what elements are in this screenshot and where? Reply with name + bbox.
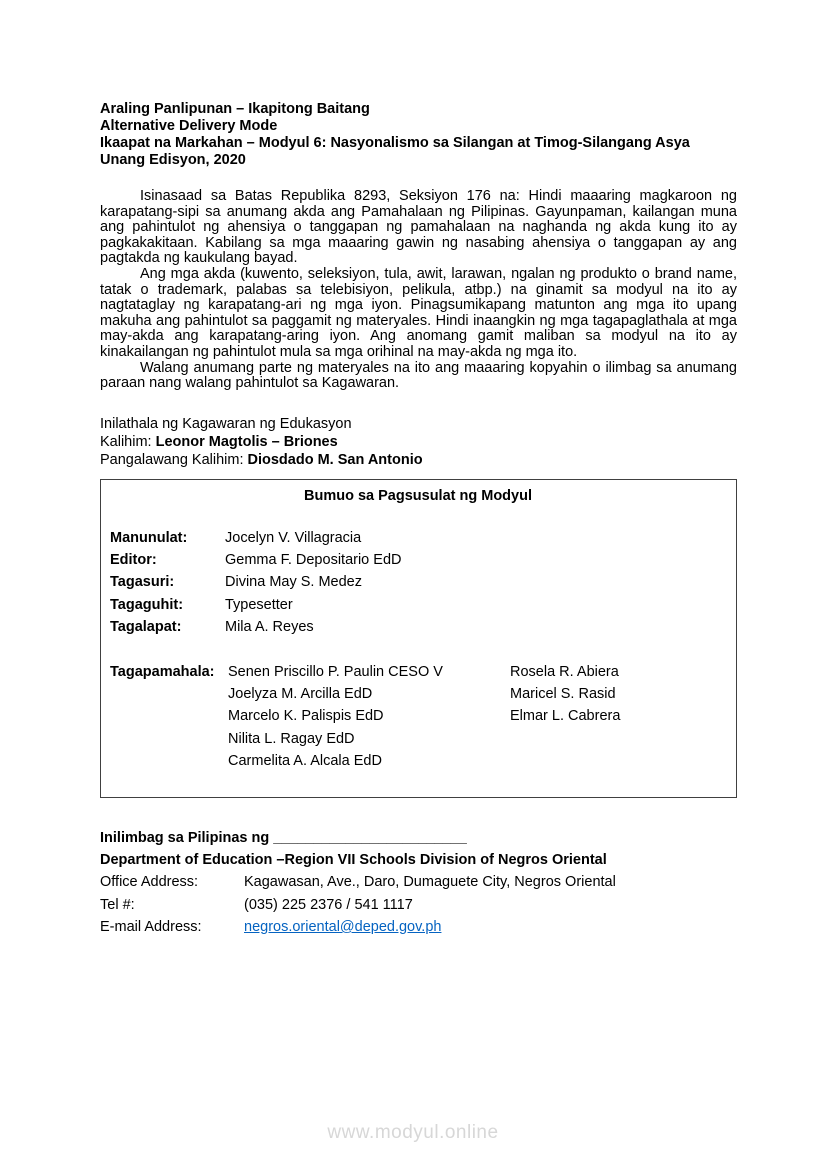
management-section [110,661,726,773]
email-label: E-mail Address: [100,918,202,935]
department-line: Department of Education –Region VII Schools Division of Negros Oriental [100,851,607,868]
development-team-title: Bumuo sa Pagsusulat ng Modyul [304,487,532,504]
credit-value: Jocelyn V. Villagracia [225,529,362,546]
secretary-line [100,433,737,451]
printed-in-line: Inilimbag sa Pilipinas ng ________________________ [100,829,467,846]
credit-label: Editor: [110,552,157,569]
credit-row-illustrator [110,594,726,616]
header-delivery-mode: Alternative Delivery Mode [100,118,278,134]
management-name: Elmar L. Cabrera [510,708,621,725]
office-address-label: Office Address: [100,874,199,891]
credit-label: Manunulat: [110,529,188,546]
header-subject-grade: Araling Panlipunan – Ikapitong Baitang [100,101,370,117]
module-header [100,101,737,169]
development-team-box [100,479,737,798]
management-column-2 [510,661,726,773]
management-name: Marcelo K. Palispis EdD [228,708,384,725]
management-name: Carmelita A. Alcala EdD [228,753,382,770]
office-address-value: Kagawasan, Ave., Daro, Dumaguete City, Negros Oriental [244,874,616,891]
undersecretary-name: Diosdado M. San Antonio [247,452,423,469]
credit-label: Tagaguhit: [110,596,184,613]
email-row [100,916,737,938]
printing-info [100,827,737,938]
credit-value: Gemma F. Depositario EdD [225,552,402,569]
telephone-label: Tel #: [100,896,135,913]
management-label: Tagapamahala: [110,663,215,680]
credits-list [110,527,726,639]
credit-row-editor [110,549,726,571]
management-column-1 [228,661,510,773]
management-name: Senen Priscillo P. Paulin CESO V [228,663,443,680]
page-content [100,101,737,938]
credit-row-reviewer [110,571,726,593]
management-name: Joelyza M. Arcilla EdD [228,686,373,703]
office-address-row [100,871,737,893]
credit-value: Mila A. Reyes [225,619,314,636]
header-edition: Unang Edisyon, 2020 [100,152,246,168]
credit-label: Tagasuri: [110,574,175,591]
management-name: Maricel S. Rasid [510,686,616,703]
credit-row-writer [110,527,726,549]
management-name: Nilita L. Ragay EdD [228,730,355,747]
copyright-paragraph-2: Ang mga akda (kuwento, seleksiyon, tula, awit, larawan, ngalan ng produkto o brand name, tatak o trademark, palabas sa telebisiyon, pelikula, atbp.) na ginamit sa modyul na ito ay nagtataglay ng karapatang-ari ng mga iyon. Pinagsumikapang matunton ang mga ito upang makuha ang pahintulot sa paggamit ng materyales. Hindi inaangkin ng mga tagapaglathala at mga may-akda ang karapatang-aring iyon. Ang anomang gamit maliban sa modyul na ito ay kinakailangan ng pahintulot mula sa mga orihinal na may-akda ng mga ito. [100,265,737,360]
published-by-line: Inilathala ng Kagawaran ng Edukasyon [100,415,352,432]
credit-row-layout [110,616,726,638]
undersecretary-label: Pangalawang Kalihim: [100,452,248,469]
credit-label: Tagalapat: [110,619,182,636]
credit-value: Typesetter [225,596,293,613]
management-name: Rosela R. Abiera [510,663,619,680]
secretary-label: Kalihim: [100,434,156,451]
email-link[interactable]: negros.oriental@deped.gov.ph [244,918,442,935]
publisher-info [100,415,737,470]
watermark-text: www.modyul.online [327,1122,499,1143]
copyright-notice [100,189,737,392]
copyright-paragraph-1: Isinasaad sa Batas Republika 8293, Seksiyon 176 na: Hindi maaaring magkaroon ng karapatang-sipi sa anumang akda ang Pamahalaan ng Pilipinas. Gayunpaman, kailangan muna ang pahintulot ng ahensiya o tanggapan ng pamahalaan na naghanda ng akda kung ito ay pagkakakitaan. Kabilang sa mga maaaring gawin ng nasabing ahensiya o tanggapan ay ang pagtakda ng kaukulang bayad. [100,188,737,267]
undersecretary-line [100,451,737,469]
copyright-paragraph-3: Walang anumang parte ng materyales na ito ang maaaring kopyahin o ilimbag sa anumang paraan nang walang pahintulot sa Kagawaran. [100,359,737,392]
credit-value: Divina May S. Medez [225,574,362,591]
telephone-value: (035) 225 2376 / 541 1117 [244,896,413,913]
secretary-name: Leonor Magtolis – Briones [155,434,338,451]
telephone-row [100,894,737,916]
header-quarter-module-title: Ikaapat na Markahan – Modyul 6: Nasyonalismo sa Silangan at Timog-Silangang Asya [100,135,690,151]
